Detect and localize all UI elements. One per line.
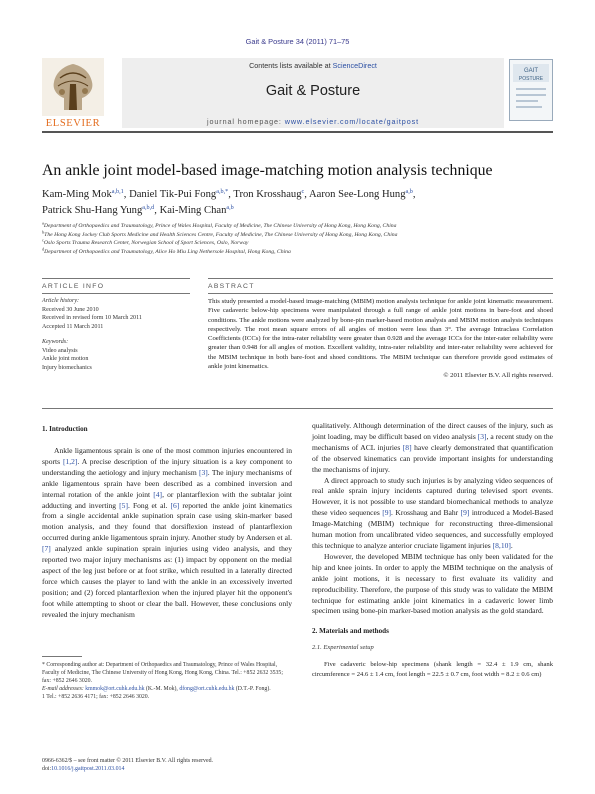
affiliation-item — [42, 239, 553, 248]
affiliation-sup: a — [42, 220, 44, 226]
keywords-label: Keywords: — [42, 338, 69, 345]
affiliation-text: Department of Orthopaedics and Traumatology, Alice Ho Miu Ling Nethersole Hospital, Hong Kong, China — [44, 249, 291, 256]
author-name[interactable]: Aaron See-Long Hung — [309, 189, 406, 200]
journal-name: Gait & Posture — [265, 83, 361, 99]
text-run: . The injury mechanisms of ankle ligamentous sprain have been described as a combined inversion and internal rotation of the ankle joint — [42, 467, 292, 499]
revised-date: Received in revised form 10 March 2011 — [42, 315, 142, 322]
footnote-rule — [42, 656, 82, 657]
contents-prefix: Contents lists available at — [249, 61, 333, 70]
journal-cover-thumbnail — [509, 59, 553, 121]
text-run: . Fong et al. — [127, 500, 171, 510]
text-run: qualitatively. Although determination of the direct causes of the injury, such as joint loading, may be difficult based on video analysis — [312, 421, 553, 441]
body-paragraph — [312, 476, 553, 552]
elsevier-logo — [42, 58, 104, 130]
email-link[interactable]: kmmok@ort.cuhk.edu.hk — [85, 686, 145, 693]
intro-column — [42, 446, 292, 621]
text-run: reported the ankle joint kinematics from a single accidental ankle supination sprain case using skin-marker based motion analysis, and they found that dorsiflexion instead of plantarflexion occurred during ankle ligamentous sprain injury. Another study by Andersen et al. — [42, 500, 292, 543]
author-affil-sup[interactable]: a,b,1 — [111, 188, 124, 195]
abstract-heading: ABSTRACT — [208, 283, 255, 290]
history-label: Article history: — [42, 298, 80, 304]
author-name[interactable]: Tron Krosshaug — [233, 189, 302, 200]
affiliation-text: The Hong Kong Jockey Club Sports Medicine and Health Sciences Centre, Faculty of Medicine, The Chinese University of Hong Kong, Hong Kong, China — [44, 231, 398, 238]
contents-line — [122, 61, 504, 70]
abstract-rule-bottom — [42, 408, 553, 409]
section-heading-methods: 2. Materials and methods — [312, 627, 389, 636]
email-label: E-mail addresses: — [42, 686, 86, 693]
affiliation-sup: b — [42, 229, 45, 235]
citation-link[interactable]: [6] — [170, 500, 180, 510]
abstract-rule-mid — [208, 293, 553, 294]
affiliation-item — [42, 248, 553, 257]
cover-title-1: GAIT — [523, 68, 539, 74]
body-paragraph: However, the developed MBIM technique has only been validated for the hip and knee joints. In order to apply the MBIM technique on the analysis of ankle joint motions, it is necessary to first evaluate its validity and reproducibility. Therefore, the purpose of this study was to validate the MBIM technique for estimating ankle joint kinematics in a cadaveric lower limb specimen using bone-pin marker-based motion analysis as the gold standard. — [312, 551, 553, 616]
citation-link[interactable]: [3] — [477, 431, 487, 441]
email-note — [42, 685, 292, 693]
elsevier-wordmark: ELSEVIER — [45, 118, 101, 129]
homepage-link[interactable]: www.elsevier.com/locate/gaitpost — [284, 117, 419, 126]
text-run: , or plantarflexion with the subtalar joint adducting and inverting — [42, 489, 292, 510]
doi-label: doi: — [42, 766, 52, 773]
issn-doi — [42, 757, 342, 773]
abstract-copyright: © 2011 Elsevier B.V. All rights reserved. — [443, 372, 553, 380]
citation-link[interactable]: [3] — [198, 467, 208, 477]
footnotes — [42, 661, 292, 701]
text-run: introduced a Model-Based Image-Matching (MBIM) technique for reconstructing three-dimensional human motion from uncalibrated video sequences, and successfully employed this technique to analyze anterior cruciate ligament injuries — [312, 508, 554, 550]
affiliations — [42, 222, 553, 257]
author-separator: , — [123, 189, 130, 200]
author-separator: , — [154, 205, 160, 216]
author-separator: , — [304, 189, 309, 200]
right-column — [312, 421, 553, 679]
article-info-heading: ARTICLE INFO — [42, 283, 105, 290]
author-name[interactable]: Patrick Shu-Hang Yung — [42, 205, 143, 216]
citation-link[interactable]: [8,10] — [492, 540, 511, 550]
body-paragraph — [312, 421, 553, 476]
email-owner: (D.T.-P. Fong). — [234, 686, 271, 693]
author-name[interactable]: Daniel Tik-Pui Fong — [129, 189, 217, 200]
journal-citation: Gait & Posture 34 (2011) 71–75 — [245, 37, 350, 46]
text-run: have clearly demonstrated that quantification of the observed kinematics can provide important insights for understanding the mechanisms of injury. — [312, 442, 553, 474]
received-date: Received 30 June 2010 — [42, 306, 99, 313]
author-affil-sup[interactable]: a,b — [226, 204, 234, 211]
affiliation-text: Department of Orthopaedics and Traumatology, Prince of Wales Hospital, Faculty of Medicine, The Chinese University of Hong Kong, Hong Kong, China — [43, 223, 397, 229]
email-owner: (K.-M. Mok), — [144, 686, 180, 693]
issn-line: 0966-6362/$ – see front matter © 2011 Elsevier B.V. All rights reserved. — [42, 758, 214, 764]
doi-line — [42, 765, 342, 773]
author-affil-sup[interactable]: c — [301, 188, 305, 195]
sciencedirect-link[interactable]: ScienceDirect — [332, 61, 377, 70]
text-run: . Krosshaug and Bahr — [391, 508, 461, 518]
affiliation-item — [42, 231, 553, 240]
text-run: analyzed ankle supination sprain injuries using video analysis, and they reported two major injury mechanisms as: (1) impact by opponent on the medial aspect of the leg just before or at foot strike, which resulted in a laterally directed force which causes the player to land with the ankle in an excessively inverted position; and (2) forced plantarflexion when the injured player hit the opponent's foot while attempting to shoot or clear the ball. However, these conclusions only revealed the injury mechanism — [42, 544, 292, 619]
affiliation-text: Oslo Sports Trauma Research Center, Norwegian School of Sport Sciences, Oslo, Norway — [43, 240, 249, 247]
abstract-rule-top — [208, 278, 553, 279]
author-name[interactable]: Kai-Ming Chan — [159, 205, 227, 216]
abstract-text: This study presented a model-based image-matching (MBIM) motion analysis technique for ankle joint kinematic measurement. Five cadaveric below-hip specimens were manipulated through a full range of ankle joint motions in bare-foot and shoed conditions. The ankle motions were analyzed by bone-pin marker-based motion analysis and MBIM motion analysis techniques respectively. The root mean square errors of all angles of motion were less than 3°. The average Intraclass Correlation Coefficients (ICCs) for the intra-rater reliability were greater than 0.928 and the average ICCs for the inter-rater reliability were greater than 0.948 for all angles of motion. Excellent validity, intra-rater reliability and inter-rater reliability were achieved for the MBIM technique in both bare-foot and shoed conditions. The MBIM technique can therefore provide good estimates of ankle joint kinematics. — [208, 298, 553, 371]
keyword: Ankle joint motion — [42, 356, 89, 363]
article-info-rule-mid — [42, 293, 190, 294]
keyword: Injury biomechanics — [42, 364, 92, 371]
affiliation-sup: d — [42, 246, 45, 252]
cover-title-2: POSTURE — [518, 76, 544, 82]
phone-note: 1 Tel.: +852 2636 4171; fax: +852 2646 3020. — [42, 694, 150, 701]
article-info-rule-top — [42, 278, 190, 279]
email-link[interactable]: dfong@ort.cuhk.edu.hk — [179, 686, 235, 693]
body-paragraph: Five cadaveric below-hip specimens (shank length = 32.4 ± 1.9 cm, shank circumference = 24.6 ± 1.4 cm, foot length = 22.5 ± 0.7 cm, foot width = 8.2 ± 0.6 cm) — [312, 661, 553, 678]
author-affil-sup[interactable]: a,b,* — [216, 188, 229, 195]
text-run: . A precise description of the injury situation is a key component to understanding the aetiology and injury mechanism — [42, 456, 292, 477]
citation-link[interactable]: [5] — [119, 500, 128, 510]
author-name[interactable]: Kam-Ming Mok — [42, 189, 112, 200]
affiliation-sup: c — [42, 237, 44, 243]
citation-link[interactable]: [9] — [460, 508, 470, 518]
author-affil-sup[interactable]: a,b — [405, 188, 413, 195]
text-run: , a recent study on the mechanisms of ACL injuries — [312, 431, 553, 452]
keyword: Video analysis — [42, 347, 78, 354]
text-run: . — [510, 540, 513, 550]
affiliation-item — [42, 222, 553, 231]
subsection-heading-setup: 2.1. Experimental setup — [312, 644, 374, 652]
citation-link[interactable]: [4] — [153, 489, 163, 499]
citation-link[interactable]: [7] — [42, 544, 51, 554]
section-heading-introduction: 1. Introduction — [42, 425, 88, 433]
journal-homepage — [122, 117, 504, 126]
author-affil-sup[interactable]: a,b,d — [142, 204, 155, 211]
author-separator: , — [228, 189, 234, 200]
abstract-body — [208, 297, 553, 381]
article-info — [42, 297, 190, 373]
citation-link[interactable]: [1,2] — [62, 456, 78, 466]
author-list — [42, 187, 553, 219]
text-run: A direct approach to study such injuries is by analyzing video sequences of real ankle sprain injury incidents captured during televised sport events. However, it is not possible to use standard biomechanical methods to analyze these video sequences — [312, 475, 553, 518]
doi-link[interactable]: 10.1016/j.gaitpost.2011.03.014 — [51, 766, 125, 773]
author-separator: , — [412, 189, 416, 200]
homepage-prefix: journal homepage: — [206, 117, 285, 126]
citation-link[interactable]: [8] — [402, 442, 412, 452]
text-run: Ankle ligamentous sprain is one of the most common injuries encountered in sports — [42, 446, 292, 466]
citation-link[interactable]: [9] — [382, 508, 392, 518]
accepted-date: Accepted 11 March 2011 — [42, 324, 104, 331]
article-title: An ankle joint model-based image-matching motion analysis technique — [42, 162, 493, 179]
intro-paragraph — [42, 446, 292, 621]
corresponding-author-note: * Corresponding author at: Department of Orthopaedics and Traumatology, Prince of Wales Hospital, Faculty of Medicine, The Chinese University of Hong Kong, Hong Kong, China. Tel.: +852 2632 3535; fax: +852 2646 3020. — [42, 662, 283, 685]
